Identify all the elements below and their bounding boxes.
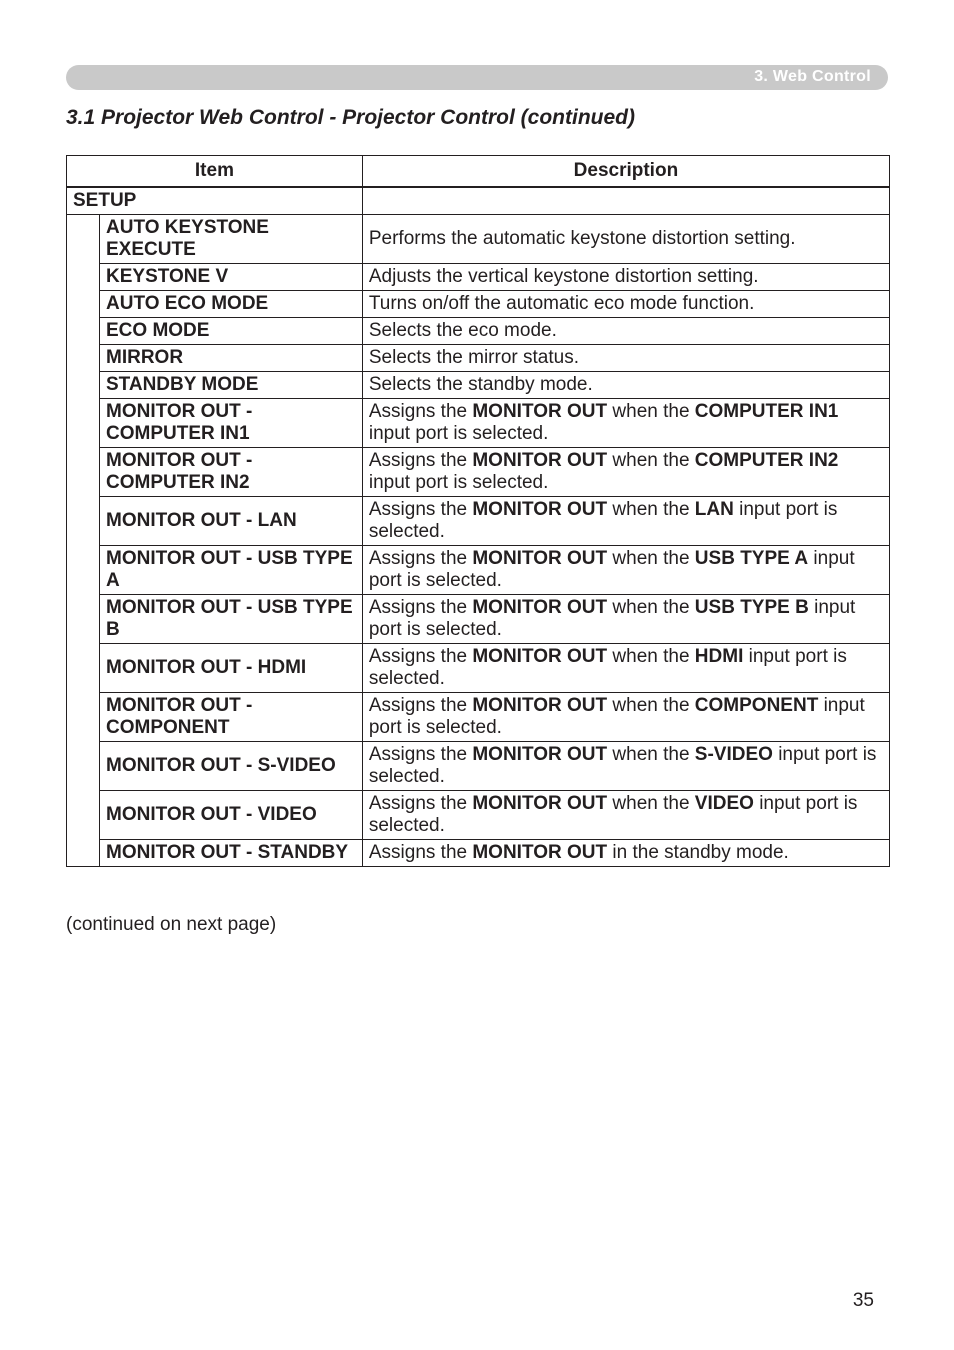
section-label: 3. Web Control	[754, 68, 871, 85]
description-cell	[362, 372, 889, 399]
description-term: COMPUTER IN1	[694, 401, 839, 422]
item-cell: MONITOR OUT - S-VIDEO	[100, 742, 363, 791]
description-text: Selects the eco mode.	[368, 320, 557, 341]
description-cell	[362, 644, 889, 693]
description-term: USB TYPE B	[694, 597, 809, 618]
description-text: input port is selected.	[368, 744, 877, 787]
description-text: Assigns the	[368, 597, 473, 618]
description-text: input port is selected.	[368, 423, 549, 444]
item-cell: ECO MODE	[100, 318, 363, 345]
item-cell: MONITOR OUT - USB TYPE B	[100, 595, 363, 644]
description-text: when the	[607, 695, 695, 716]
description-text: input port is selected.	[368, 695, 865, 738]
description-term: MONITOR OUT	[472, 450, 608, 471]
group-indent	[67, 215, 100, 867]
section-header-bar	[66, 65, 888, 90]
description-text: when the	[607, 793, 695, 814]
item-cell: MONITOR OUT - USB TYPE A	[100, 546, 363, 595]
description-cell	[362, 448, 889, 497]
description-text: Assigns the	[368, 450, 473, 471]
table-row	[67, 215, 890, 264]
description-term: MONITOR OUT	[472, 793, 608, 814]
item-cell: MONITOR OUT - COMPUTER IN2	[100, 448, 363, 497]
description-term: VIDEO	[694, 793, 754, 814]
description-term: HDMI	[694, 646, 744, 667]
description-cell	[362, 791, 889, 840]
description-text: when the	[607, 450, 695, 471]
description-text: input port is selected.	[368, 472, 549, 493]
description-text: when the	[607, 548, 695, 569]
description-term: MONITOR OUT	[472, 548, 608, 569]
item-cell: KEYSTONE V	[100, 264, 363, 291]
table-row	[67, 497, 890, 546]
table-row	[67, 318, 890, 345]
table-row	[67, 742, 890, 791]
description-cell	[362, 399, 889, 448]
description-text: when the	[607, 646, 695, 667]
table-row	[67, 291, 890, 318]
description-term: COMPONENT	[694, 695, 819, 716]
description-text: when the	[607, 597, 695, 618]
table-body	[67, 187, 890, 867]
table-row	[67, 595, 890, 644]
description-term: MONITOR OUT	[472, 695, 608, 716]
group-row	[67, 187, 890, 215]
item-cell: MONITOR OUT - COMPONENT	[100, 693, 363, 742]
description-text: Assigns the	[368, 695, 473, 716]
description-term: MONITOR OUT	[472, 842, 608, 863]
description-cell	[362, 693, 889, 742]
description-cell	[362, 840, 889, 867]
table-row	[67, 372, 890, 399]
table-row	[67, 448, 890, 497]
description-text: Performs the automatic keystone distortion setting.	[368, 228, 796, 249]
page-title: 3.1 Projector Web Control - Projector Control (continued)	[66, 106, 635, 129]
description-text: Adjusts the vertical keystone distortion setting.	[368, 266, 759, 287]
description-cell	[362, 595, 889, 644]
description-cell	[362, 291, 889, 318]
description-text: input port is selected.	[368, 499, 838, 542]
table-row	[67, 345, 890, 372]
group-description	[362, 187, 889, 215]
description-term: MONITOR OUT	[472, 597, 608, 618]
page-number: 35	[852, 1290, 874, 1311]
column-header-item: Item	[67, 156, 363, 188]
table-row	[67, 546, 890, 595]
description-cell	[362, 345, 889, 372]
description-text: Assigns the	[368, 842, 473, 863]
description-text: when the	[607, 744, 695, 765]
item-cell: MONITOR OUT - VIDEO	[100, 791, 363, 840]
table-header-row	[67, 156, 890, 188]
description-text: Assigns the	[368, 646, 473, 667]
description-text: input port is selected.	[368, 646, 847, 689]
continued-note: (continued on next page)	[66, 914, 277, 935]
column-header-description: Description	[362, 156, 889, 188]
description-cell	[362, 264, 889, 291]
description-text: Assigns the	[368, 744, 473, 765]
table-row	[67, 644, 890, 693]
description-text: input port is selected.	[368, 597, 856, 640]
description-term: USB TYPE A	[694, 548, 809, 569]
description-text: when the	[607, 401, 695, 422]
item-cell: MONITOR OUT - COMPUTER IN1	[100, 399, 363, 448]
description-text: Assigns the	[368, 793, 473, 814]
group-label: SETUP	[67, 187, 363, 215]
item-cell: MIRROR	[100, 345, 363, 372]
table-row	[67, 264, 890, 291]
description-text: input port is selected.	[368, 548, 855, 591]
item-cell: MONITOR OUT - HDMI	[100, 644, 363, 693]
description-text: input port is selected.	[368, 793, 858, 836]
item-cell: STANDBY MODE	[100, 372, 363, 399]
description-term: COMPUTER IN2	[694, 450, 839, 471]
description-cell	[362, 742, 889, 791]
description-term: MONITOR OUT	[472, 646, 608, 667]
description-term: S-VIDEO	[694, 744, 773, 765]
description-term: MONITOR OUT	[472, 499, 608, 520]
description-text: Assigns the	[368, 499, 473, 520]
description-text: Assigns the	[368, 401, 473, 422]
description-text: Selects the standby mode.	[368, 374, 593, 395]
description-text: in the standby mode.	[607, 842, 789, 863]
description-cell	[362, 497, 889, 546]
description-text: Assigns the	[368, 548, 473, 569]
description-term: MONITOR OUT	[472, 401, 608, 422]
item-cell: AUTO KEYSTONE EXECUTE	[100, 215, 363, 264]
item-cell: MONITOR OUT - STANDBY	[100, 840, 363, 867]
table-row	[67, 840, 890, 867]
table-row	[67, 693, 890, 742]
item-cell: AUTO ECO MODE	[100, 291, 363, 318]
description-term: LAN	[694, 499, 734, 520]
table-row	[67, 791, 890, 840]
description-cell	[362, 546, 889, 595]
description-cell	[362, 318, 889, 345]
description-text: when the	[607, 499, 695, 520]
description-term: MONITOR OUT	[472, 744, 608, 765]
description-cell	[362, 215, 889, 264]
table-row	[67, 399, 890, 448]
description-text: Turns on/off the automatic eco mode function.	[368, 293, 755, 314]
settings-table	[66, 155, 890, 867]
description-text: Selects the mirror status.	[368, 347, 579, 368]
item-cell: MONITOR OUT - LAN	[100, 497, 363, 546]
